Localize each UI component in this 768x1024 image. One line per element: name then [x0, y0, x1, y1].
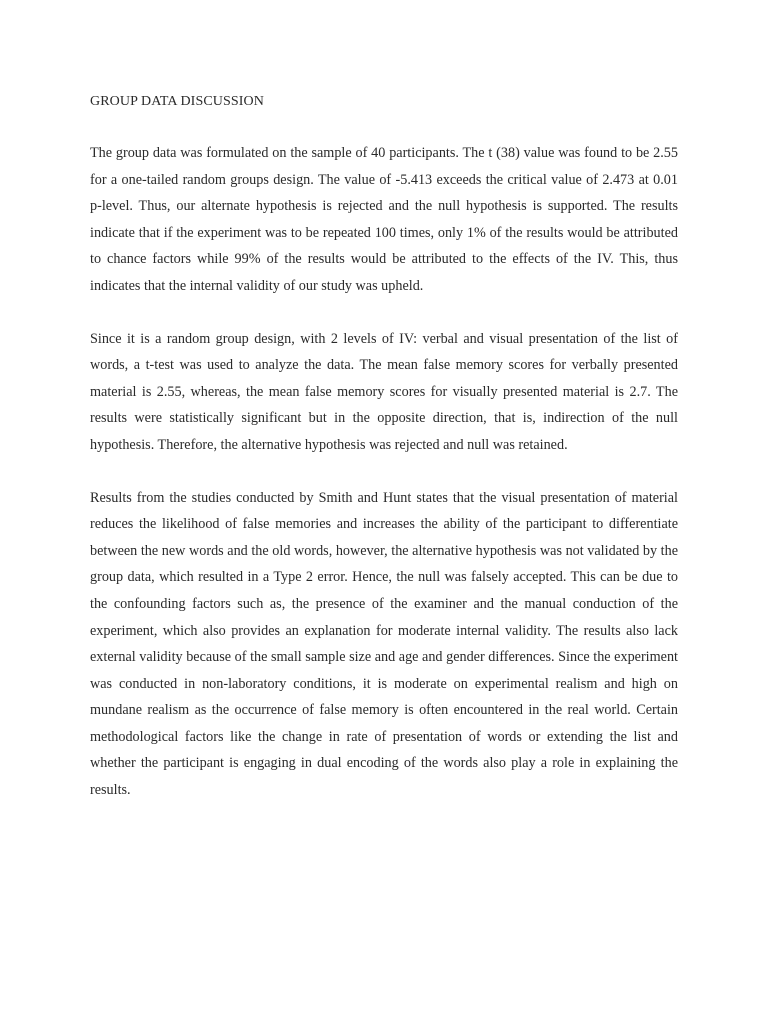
paragraph-group-data-results: The group data was formulated on the sample of 40 participants. The t (38) value was found to be 2.55 for a one-tailed random groups design. The value of -5.413 exceeds the critical value of 2.473 at 0.01 p-level. Thus, our alternate hypothesis is rejected and the null hypothesis is supported. The results indicate that if the experiment was to be repeated 100 times, only 1% of the results would be attributed to chance factors while 99% of the results would be attributed to the effects of the IV. This, thus indicates that the internal validity of our study was upheld. — [90, 145, 678, 294]
document-heading: GROUP DATA DISCUSSION — [90, 94, 264, 109]
paragraph-literature-and-validity: Results from the studies conducted by Smith and Hunt states that the visual presentation of material reduces the likelihood of false memories and increases the ability of the participant to differentiate between the new words and the old words, however, the alternative hypothesis was not validated by the group data, which resulted in a Type 2 error. Hence, the null was falsely accepted. This can be due to the confounding factors such as, the presence of the examiner and the manual conduction of the experiment, which also provides an explanation for moderate internal validity. The results also lack external validity because of the small sample size and age and gender differences. Since the experiment was conducted in non-laboratory conditions, it is moderate on experimental realism and high on mundane realism as the occurrence of false memory is often encountered in the real world. Certain methodological factors like the change in rate of presentation of words or extending the list and whether the participant is engaging in dual encoding of the words also play a role in explaining the results. — [90, 489, 678, 799]
document-page — [90, 92, 678, 804]
paragraph-design-and-means: Since it is a random group design, with 2 levels of IV: verbal and visual presentation of the list of words, a t-test was used to analyze the data. The mean false memory scores for verbally presented material is 2.55, whereas, the mean false memory scores for visually presented material is 2.7. The results were statistically significant but in the opposite direction, that is, indirection of the null hypothesis. Therefore, the alternative hypothesis was rejected and null was retained. — [90, 330, 678, 453]
